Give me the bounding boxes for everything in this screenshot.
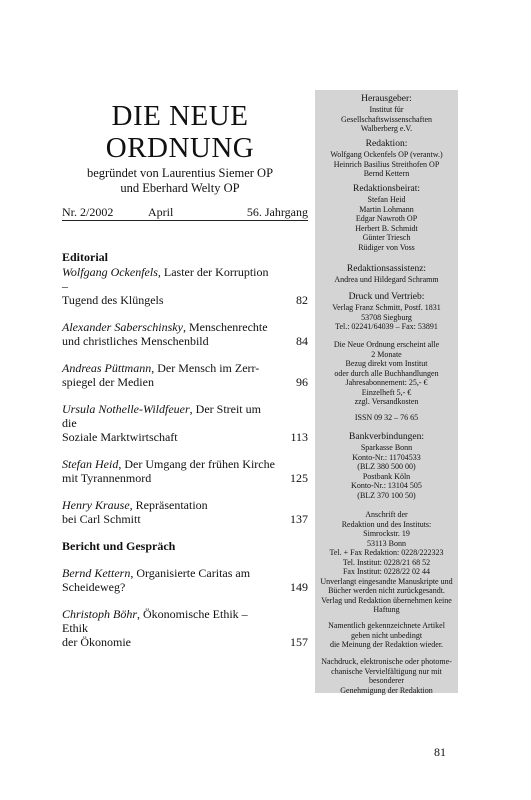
address-line: Simrockstr. 19 xyxy=(363,529,410,538)
toc-entry-author: Christoph Böhr xyxy=(62,607,138,621)
toc-entry-author: Bernd Kettern xyxy=(62,566,131,580)
toc-entry[interactable] xyxy=(62,361,308,389)
board-member: Edgar Nawroth OP xyxy=(355,214,418,223)
toc-entry-title-cont: und christliches Menschenbild xyxy=(62,334,209,348)
section-heading-editorial: Editorial xyxy=(62,250,109,264)
table-of-contents xyxy=(62,250,308,649)
toc-entry-title: , Laster der Korruption – xyxy=(62,265,269,293)
toc-entry[interactable] xyxy=(62,498,308,526)
editorial-heading: Redaktion: xyxy=(365,139,408,149)
disclaimer-line: Bücher werden nicht zurückgesandt. xyxy=(328,586,445,595)
subscription-line: Jahresabonnement: 25,- € xyxy=(345,378,428,387)
toc-entry-page: 157 xyxy=(290,635,308,649)
issue-month: April xyxy=(148,205,174,219)
opinion-note xyxy=(315,621,458,650)
toc-entry-title-cont: Soziale Marktwirtschaft xyxy=(62,430,178,444)
opinion-line: die Meinung der Redaktion wieder. xyxy=(329,640,444,649)
editorial-line: Bernd Kettern xyxy=(363,169,410,178)
reprint-line: besonderer xyxy=(368,676,405,685)
address-line: Tel. + Fax Redaktion: 0228/222323 xyxy=(329,548,444,557)
advisory-board-block xyxy=(315,184,458,252)
toc-entry[interactable] xyxy=(62,265,308,307)
toc-entry-page: 113 xyxy=(290,430,308,444)
journal-title xyxy=(60,100,300,164)
issn: ISSN 09 32 – 76 65 xyxy=(354,413,419,422)
reprint-line: Genehmigung der Redaktion xyxy=(340,685,433,695)
journal-title-line1: DIE NEUE xyxy=(111,100,249,132)
toc-entry-title-cont: spiegel der Medien xyxy=(62,375,154,389)
toc-entry-title-cont: Scheideweg? xyxy=(62,580,126,594)
address-line: Tel. Institut: 0228/21 68 52 xyxy=(342,557,431,567)
page-number: 81 xyxy=(434,745,446,759)
bank-block xyxy=(315,432,458,500)
opinion-line: Namentlich gekennzeichnete Artikel xyxy=(328,621,445,630)
toc-entry[interactable] xyxy=(62,566,308,594)
toc-entry-title-cont: bei Carl Schmitt xyxy=(62,512,141,526)
founders-line1: begründet von Laurentius Siemer OP xyxy=(86,166,274,180)
board-member: Stefan Heid xyxy=(367,195,406,204)
advisory-board-heading: Redaktionsbeirat: xyxy=(352,184,420,194)
subscription-line: Bezug direkt vom Institut xyxy=(345,359,428,368)
print-heading: Druck und Vertrieb: xyxy=(348,292,425,302)
publisher-block xyxy=(315,94,458,134)
toc-entry-author: Andreas Püttmann xyxy=(62,361,152,375)
editorial-block xyxy=(315,139,458,179)
print-line: Tel.: 02241/64039 – Fax: 53891 xyxy=(335,322,438,331)
print-line: Verlag Franz Schmitt, Postf. 1831 xyxy=(332,303,441,312)
toc-entry-title: , Der Umgang der frühen Kirche xyxy=(118,457,275,471)
bank-line: Konto-Nr.: 13104 505 xyxy=(351,481,422,490)
toc-entry-page: 84 xyxy=(296,334,308,348)
reprint-note xyxy=(315,657,458,695)
toc-entry-page: 137 xyxy=(290,512,308,526)
toc-entry-title: , Der Streit um die xyxy=(62,402,261,430)
toc-entry-author: Stefan Heid xyxy=(62,457,119,471)
bank-line: Konto-Nr.: 11704533 xyxy=(352,452,421,462)
address-line: Fax Institut: 0228/22 02 44 xyxy=(342,567,431,576)
toc-entry-title: , Organisierte Caritas am xyxy=(130,566,251,580)
toc-entry-author: Ursula Nothelle-Wildfeuer xyxy=(62,402,190,416)
opinion-line: geben nicht unbedingt xyxy=(350,630,423,640)
toc-entry-title: , Ökonomische Ethik – Ethik xyxy=(62,607,248,635)
assistant-block xyxy=(315,264,458,285)
section-heading-report: Bericht und Gespräch xyxy=(62,539,176,553)
toc-entry-page: 149 xyxy=(290,580,308,594)
toc-entry-title-cont: der Ökonomie xyxy=(62,635,131,649)
subscription-line: 2 Monate xyxy=(371,349,402,359)
issue-volume: 56. Jahrgang xyxy=(246,205,308,219)
editorial-line: Wolfgang Ockenfels OP (verantw.) xyxy=(330,150,443,159)
publisher-line: Walberberg e.V. xyxy=(360,124,413,133)
bank-line: Sparkasse Bonn xyxy=(360,443,413,452)
toc-entry[interactable] xyxy=(62,607,308,649)
toc-entry-title: , Menschenrechte xyxy=(182,320,268,334)
journal-title-line2: ORDNUNG xyxy=(105,132,255,164)
toc-entry[interactable] xyxy=(62,457,308,485)
toc-entry-author: Henry Krause xyxy=(62,498,130,512)
print-line: 53708 Siegburg xyxy=(361,312,412,322)
subscription-block xyxy=(315,340,458,407)
toc-entry-author: Wolfgang Ockenfels xyxy=(62,265,158,279)
assistant-heading: Redaktionsassistenz: xyxy=(346,264,427,274)
board-member: Günter Triesch xyxy=(362,233,411,242)
board-member: Herbert B. Schmidt xyxy=(355,223,418,233)
board-member: Martin Lohmann xyxy=(359,204,414,214)
editorial-line: Heinrich Basilius Streithofen OP xyxy=(333,159,440,169)
subscription-line: Die Neue Ordnung erscheint alle xyxy=(333,340,440,349)
publisher-line: Gesellschaftswissenschaften xyxy=(340,114,433,124)
toc-entry-title: , Der Mensch im Zerr- xyxy=(151,361,260,375)
address-line: Redaktion und des Instituts: xyxy=(341,519,432,529)
toc-entry-author: Alexander Saberschinsky xyxy=(62,320,183,334)
publisher-heading: Herausgeber: xyxy=(361,94,412,104)
subscription-line: Einzelheft 5,- € xyxy=(361,387,412,397)
address-line: 53113 Bonn xyxy=(366,538,407,548)
toc-entry-page: 82 xyxy=(296,293,308,307)
bank-heading: Bankverbindungen: xyxy=(349,432,424,442)
board-member: Rüdiger von Voss xyxy=(358,242,415,252)
disclaimer-line: Haftung xyxy=(373,605,400,614)
subscription-line: zzgl. Versandkosten xyxy=(354,397,419,406)
issue-number: Nr. 2/2002 xyxy=(62,205,114,219)
toc-entry[interactable] xyxy=(62,320,308,348)
toc-entry-page: 125 xyxy=(290,471,308,485)
print-block xyxy=(315,292,458,332)
toc-entry[interactable] xyxy=(62,402,308,444)
address-line: Anschrift der xyxy=(365,510,408,519)
reprint-line: chanische Vervielfältigung nur mit xyxy=(331,666,442,676)
toc-entry-page: 96 xyxy=(296,375,308,389)
disclaimer-line: Verlag und Redaktion übernehmen keine xyxy=(321,595,452,605)
bank-line: (BLZ 380 500 00) xyxy=(357,462,416,471)
address-block xyxy=(315,510,458,615)
publisher-line: Institut für xyxy=(369,105,404,114)
reprint-line: Nachdruck, elektronische oder photome- xyxy=(321,657,452,666)
toc-entry-title: , Repräsentation xyxy=(129,498,208,512)
disclaimer-line: Unverlangt eingesandte Manuskripte und xyxy=(320,576,453,586)
assistant-line: Andrea und Hildegard Schramm xyxy=(334,275,439,284)
subscription-line: oder durch alle Buchhandlungen xyxy=(334,368,439,378)
founders-note xyxy=(60,166,300,196)
bank-line: Postbank Köln xyxy=(362,471,411,481)
toc-entry-title-cont: mit Tyrannenmord xyxy=(62,471,152,485)
toc-entry-title-cont: Tugend des Klüngels xyxy=(62,293,164,307)
founders-line2: und Eberhard Welty OP xyxy=(120,181,240,195)
issue-info-bar xyxy=(62,205,308,221)
bank-line: (BLZ 370 100 50) xyxy=(357,490,416,500)
